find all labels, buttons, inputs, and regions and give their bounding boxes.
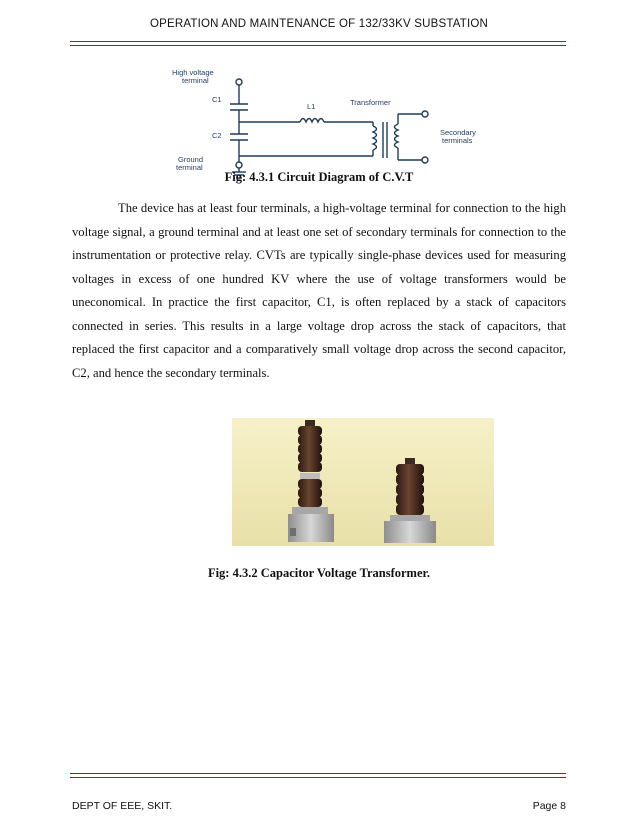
secondary-terminals-label: Secondary: [440, 128, 476, 137]
c2-label: C2: [212, 131, 222, 140]
svg-text:terminals: terminals: [442, 136, 473, 145]
l1-label: L1: [307, 102, 316, 111]
header-rule: [70, 41, 566, 42]
transformer-label: Transformer: [350, 98, 391, 107]
figure-2-caption: Fig: 4.3.2 Capacitor Voltage Transformer.: [207, 566, 431, 580]
svg-text:terminal: terminal: [182, 76, 209, 85]
svg-text:terminal: terminal: [176, 163, 203, 172]
footer-rule: [70, 773, 566, 774]
footer-department: DEPT OF EEE, SKIT.: [72, 800, 173, 812]
body-paragraph: The device has at least four terminals, a high-voltage terminal for connection to the high voltage signal, a ground terminal and at least one set of secondary terminals for connection to the instrumentation or protective relay. CVTs are typically single-phase devices used for measuring voltages in excess of one hundred KV where the use of voltage transformers would be uneconomical. In practice the first capacitor, C1, is often replaced by a stack of capacitors connected in series. This results in a large voltage drop across the stack of capacitors, that replaced the first capacitor and a comparatively small voltage drop across the second capacitor, C2, and hence the secondary terminals.: [72, 201, 566, 380]
footer-rule-thin: [70, 777, 566, 778]
c1-label: C1: [212, 95, 222, 104]
header-rule-thin: [70, 45, 566, 46]
figure-1-caption: Fig: 4.3.1 Circuit Diagram of C.V.T: [224, 170, 414, 184]
hv-terminal-label: High voltage: [172, 68, 214, 77]
page-number: Page 8: [532, 800, 566, 812]
page-header: OPERATION AND MAINTENANCE OF 132/33KV SUBSTATION: [149, 18, 489, 30]
cvt-photo: [232, 418, 494, 546]
ground-terminal-label: Ground: [178, 155, 204, 164]
